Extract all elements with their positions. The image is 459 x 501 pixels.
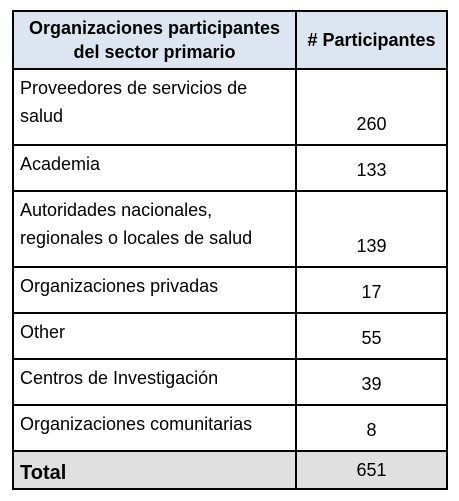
row-label: Organizaciones comunitarias	[13, 405, 296, 451]
row-label: Other	[13, 313, 296, 359]
table-row	[13, 145, 447, 191]
row-value: 133	[296, 145, 447, 191]
table-row	[13, 359, 447, 405]
table-row	[13, 405, 447, 451]
row-value: 8	[296, 405, 447, 451]
participants-table	[12, 10, 448, 490]
row-value: 139	[296, 191, 447, 267]
total-row	[13, 451, 447, 489]
row-label: Organizaciones privadas	[13, 267, 296, 313]
table-row	[13, 191, 447, 267]
row-value: 39	[296, 359, 447, 405]
row-label: Proveedores de servicios de salud	[13, 69, 296, 145]
table-row	[13, 267, 447, 313]
row-label: Centros de Investigación	[13, 359, 296, 405]
total-label: Total	[13, 451, 296, 489]
table-row	[13, 313, 447, 359]
total-value: 651	[296, 451, 447, 489]
row-value: 17	[296, 267, 447, 313]
row-label: Autoridades nacionales, regionales o locales de salud	[13, 191, 296, 267]
table-header-row	[13, 11, 447, 69]
category-column-header: Organizaciones participantes del sector primario	[13, 11, 296, 69]
row-value: 55	[296, 313, 447, 359]
row-label: Academia	[13, 145, 296, 191]
table-row	[13, 69, 447, 145]
count-column-header: # Participantes	[296, 11, 447, 69]
row-value: 260	[296, 69, 447, 145]
